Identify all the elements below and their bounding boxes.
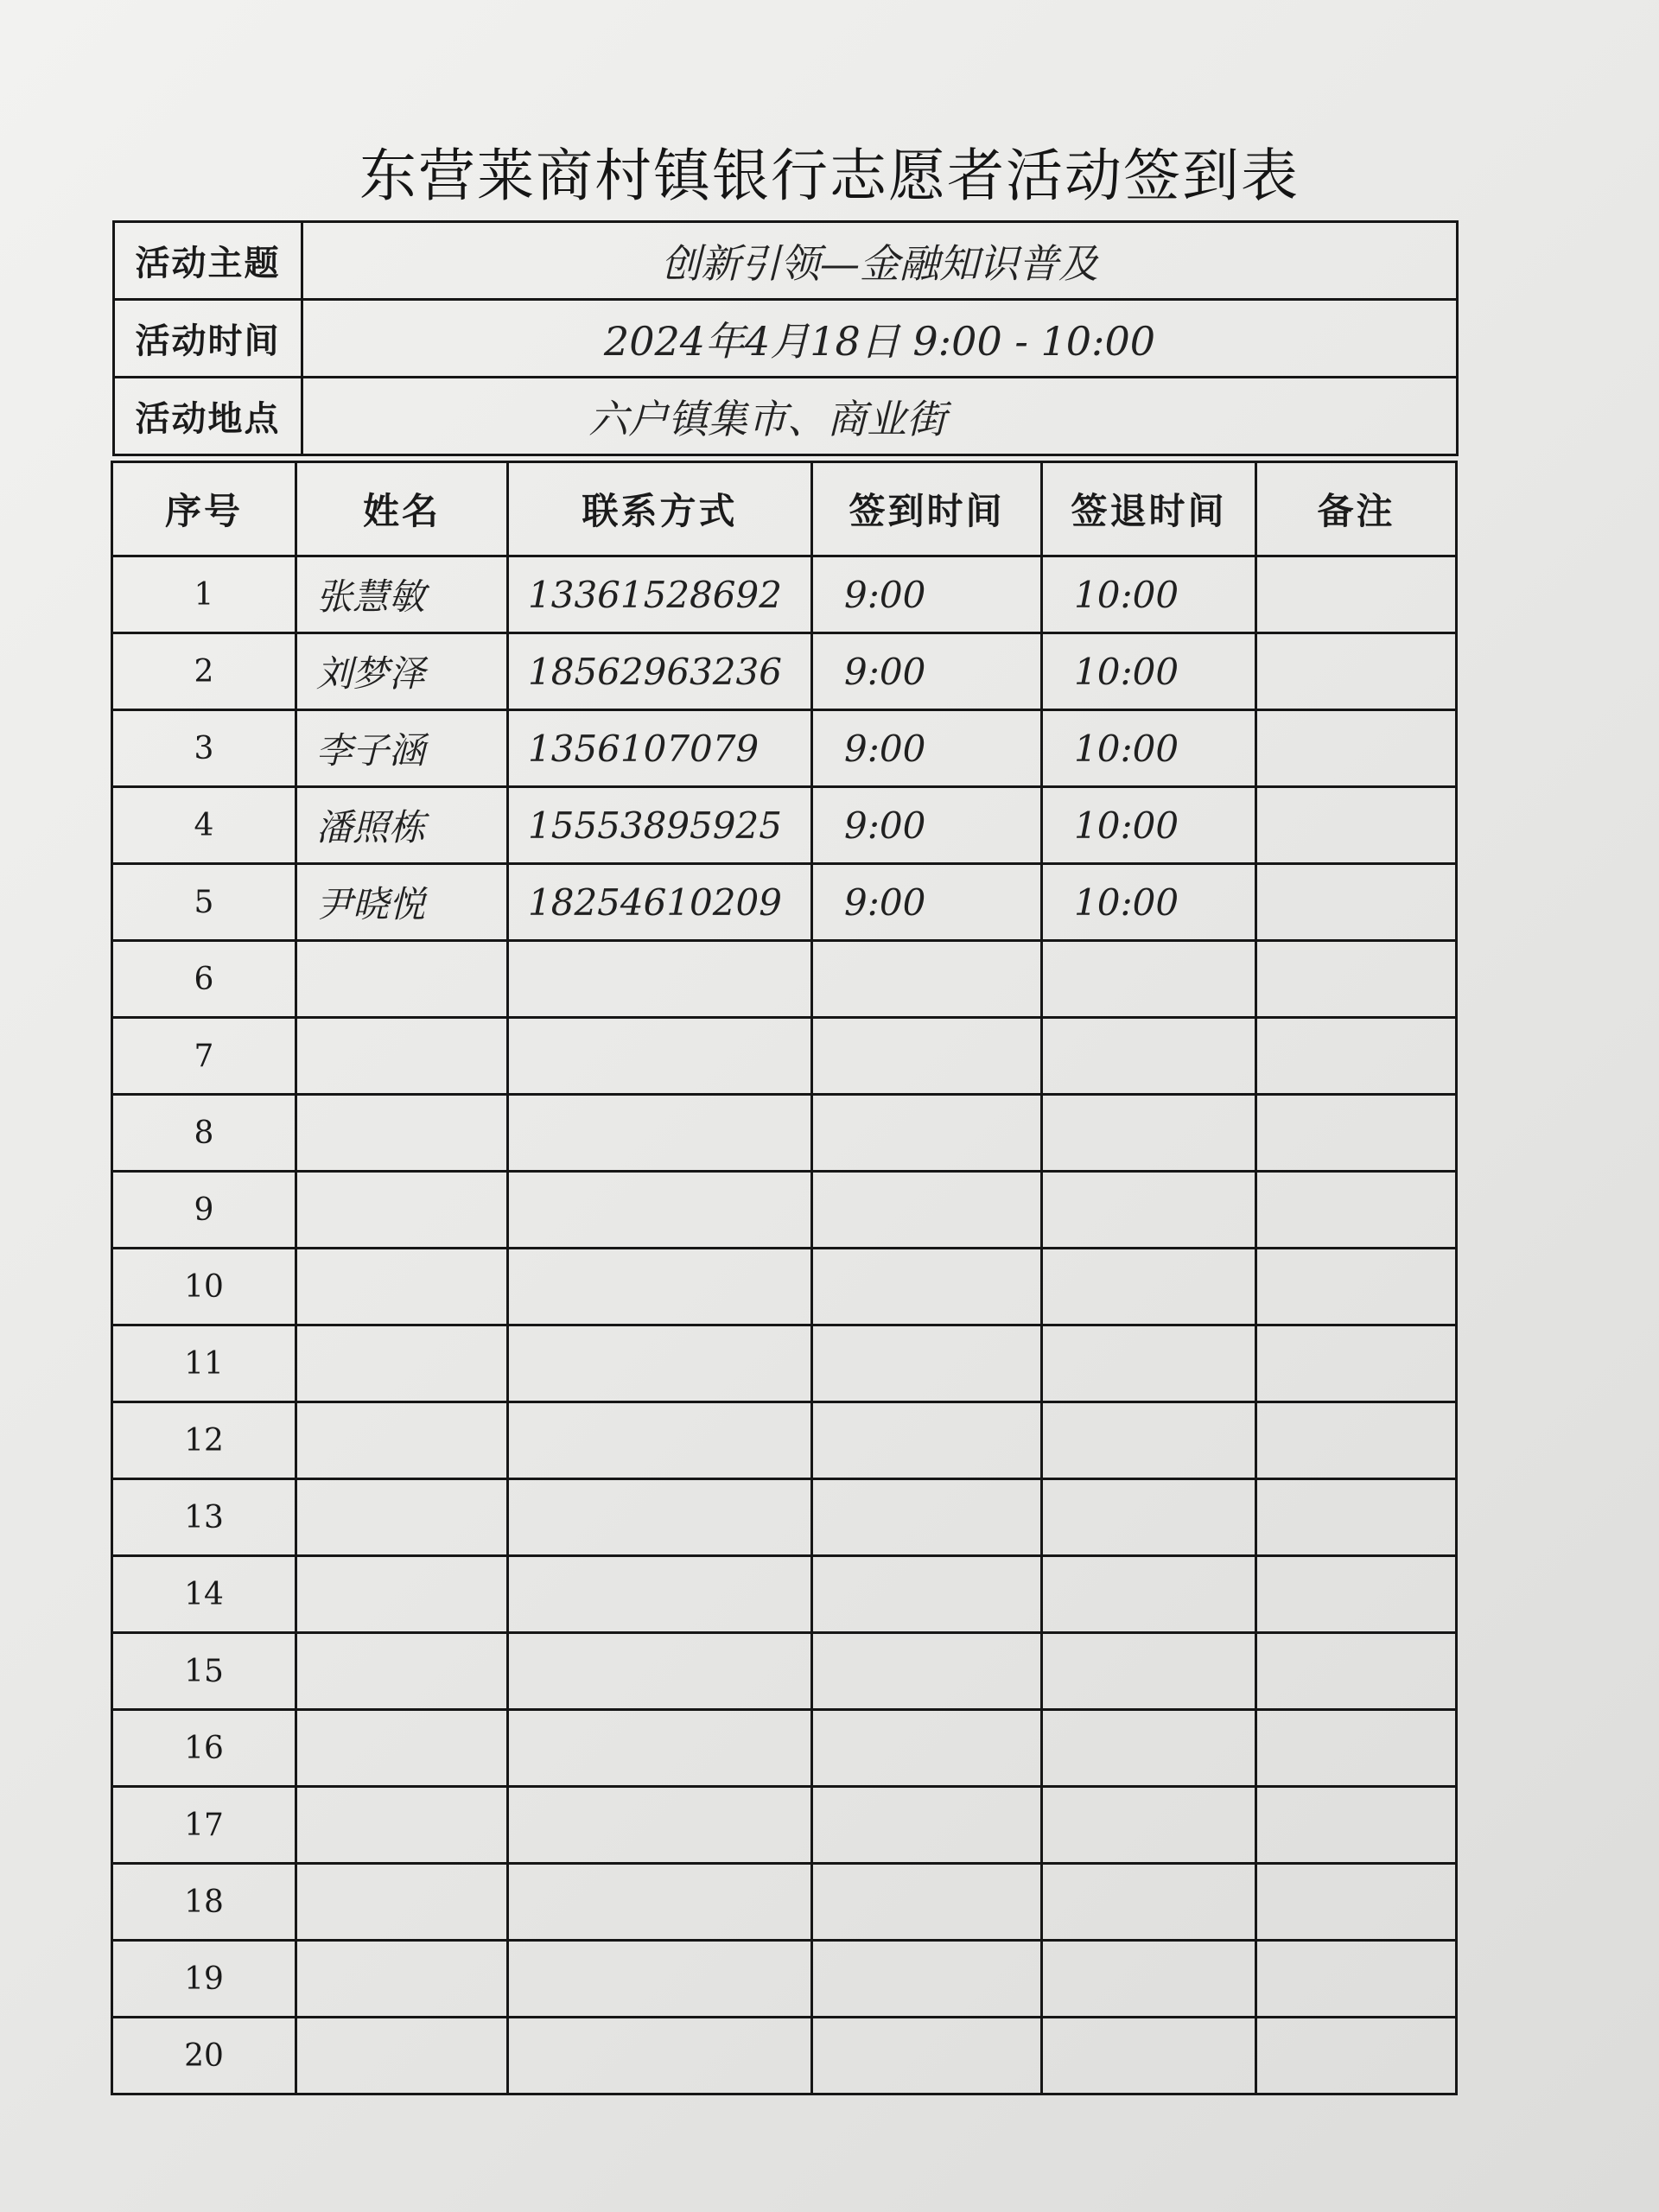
row-sign-in-time [812,2018,1042,2094]
row-sign-in-time [812,1402,1042,1479]
row-sign-out-time [1042,1249,1256,1325]
table-row [112,633,1457,710]
row-name: 李子涵 [296,710,508,787]
row-remarks [1256,556,1457,633]
row-sign-in-time: 9:00 [812,864,1042,941]
row-sign-in-time [812,1941,1042,2018]
header-index: 序号 [112,462,296,556]
info-value [302,378,1458,455]
table-row [112,1172,1457,1249]
row-name [296,941,508,1018]
row-sign-in-time [812,1325,1042,1402]
row-remarks [1256,864,1457,941]
row-index: 9 [112,1172,296,1249]
row-contact: 15553895925 [508,787,812,864]
info-value [302,300,1458,378]
row-contact [508,1479,812,1556]
table-row [112,1710,1457,1787]
row-contact [508,941,812,1018]
row-contact [508,1018,812,1095]
row-remarks [1256,1787,1457,1864]
row-index: 18 [112,1864,296,1941]
row-name [296,1018,508,1095]
row-contact [508,1633,812,1710]
row-sign-out-time: 10:00 [1042,787,1256,864]
row-remarks [1256,1710,1457,1787]
row-contact [508,1941,812,2018]
info-row-topic [114,222,1458,300]
row-sign-in-time [812,1249,1042,1325]
info-value [302,222,1458,300]
table-row [112,1787,1457,1864]
row-contact [508,1864,812,1941]
info-label: 活动主题 [114,222,302,300]
row-remarks [1256,633,1457,710]
table-row [112,1556,1457,1633]
table-row [112,556,1457,633]
row-index: 8 [112,1095,296,1172]
row-index: 15 [112,1633,296,1710]
row-sign-out-time [1042,1941,1256,2018]
table-row [112,941,1457,1018]
row-index: 11 [112,1325,296,1402]
table-row [112,1402,1457,1479]
row-name [296,1249,508,1325]
row-sign-out-time [1042,1710,1256,1787]
location-value: 六户镇集市、商业街 [588,395,946,442]
row-contact [508,1787,812,1864]
row-remarks [1256,1633,1457,1710]
table-row [112,710,1457,787]
row-contact [508,1325,812,1402]
row-name [296,2018,508,2094]
row-sign-in-time [812,1018,1042,1095]
info-row-location [114,378,1458,455]
row-remarks [1256,1556,1457,1633]
row-sign-in-time [812,1095,1042,1172]
row-sign-in-time [812,1787,1042,1864]
row-sign-in-time: 9:00 [812,633,1042,710]
table-row [112,864,1457,941]
row-sign-in-time [812,941,1042,1018]
row-remarks [1256,1249,1457,1325]
row-sign-in-time: 9:00 [812,710,1042,787]
row-contact: 18562963236 [508,633,812,710]
table-row [112,2018,1457,2094]
row-contact [508,2018,812,2094]
row-contact [508,1556,812,1633]
document-title: 东营莱商村镇银行志愿者活动签到表 [359,143,1300,209]
row-sign-out-time [1042,1556,1256,1633]
row-sign-in-time [812,1556,1042,1633]
row-sign-out-time: 10:00 [1042,633,1256,710]
row-sign-out-time: 10:00 [1042,864,1256,941]
table-row [112,1941,1457,2018]
row-name [296,1402,508,1479]
row-sign-out-time [1042,1325,1256,1402]
row-name [296,1095,508,1172]
row-remarks [1256,2018,1457,2094]
table-row [112,1325,1457,1402]
row-remarks [1256,787,1457,864]
row-sign-in-time [812,1710,1042,1787]
row-name [296,1710,508,1787]
row-remarks [1256,941,1457,1018]
activity-info-table [112,220,1459,456]
row-sign-in-time [812,1479,1042,1556]
row-remarks [1256,1095,1457,1172]
row-sign-out-time [1042,1402,1256,1479]
row-remarks [1256,1941,1457,2018]
row-index: 2 [112,633,296,710]
row-name [296,1787,508,1864]
row-sign-out-time [1042,1172,1256,1249]
row-contact: 13361528692 [508,556,812,633]
row-remarks [1256,1479,1457,1556]
info-label: 活动地点 [114,378,302,455]
row-sign-out-time [1042,941,1256,1018]
row-sign-out-time [1042,1633,1256,1710]
row-sign-in-time [812,1864,1042,1941]
table-header-row [112,462,1457,556]
topic-value: 创新引领—金融知识普及 [661,239,1098,287]
table-row [112,1249,1457,1325]
row-index: 1 [112,556,296,633]
row-sign-out-time: 10:00 [1042,556,1256,633]
row-sign-out-time [1042,1095,1256,1172]
row-remarks [1256,1172,1457,1249]
row-index: 13 [112,1479,296,1556]
row-sign-out-time [1042,1479,1256,1556]
row-sign-in-time [812,1172,1042,1249]
row-contact [508,1710,812,1787]
table-row [112,1095,1457,1172]
time-value: 2024年4月18日 9:00 - 10:00 [603,317,1156,365]
row-remarks [1256,1018,1457,1095]
row-name [296,1325,508,1402]
row-sign-in-time: 9:00 [812,787,1042,864]
table-row [112,1864,1457,1941]
row-index: 16 [112,1710,296,1787]
row-name: 刘梦泽 [296,633,508,710]
row-index: 6 [112,941,296,1018]
row-remarks [1256,1325,1457,1402]
row-sign-out-time [1042,1787,1256,1864]
header-remarks: 备注 [1256,462,1457,556]
row-contact: 18254610209 [508,864,812,941]
row-contact [508,1249,812,1325]
row-sign-out-time [1042,1018,1256,1095]
row-name: 尹晓悦 [296,864,508,941]
row-remarks [1256,710,1457,787]
row-sign-out-time [1042,2018,1256,2094]
row-sign-in-time: 9:00 [812,556,1042,633]
table-row [112,1018,1457,1095]
row-name [296,1556,508,1633]
row-index: 17 [112,1787,296,1864]
row-name [296,1633,508,1710]
row-sign-in-time [812,1633,1042,1710]
row-name: 潘照栋 [296,787,508,864]
row-index: 12 [112,1402,296,1479]
row-index: 3 [112,710,296,787]
attendance-table [111,461,1458,2095]
row-index: 5 [112,864,296,941]
row-index: 20 [112,2018,296,2094]
table-row [112,1633,1457,1710]
header-sign-out-time: 签退时间 [1042,462,1256,556]
info-label: 活动时间 [114,300,302,378]
row-sign-out-time: 10:00 [1042,710,1256,787]
row-contact [508,1172,812,1249]
row-name [296,1172,508,1249]
header-name: 姓名 [296,462,508,556]
row-index: 19 [112,1941,296,2018]
table-row [112,1479,1457,1556]
row-remarks [1256,1864,1457,1941]
row-index: 14 [112,1556,296,1633]
row-name [296,1479,508,1556]
row-remarks [1256,1402,1457,1479]
header-contact: 联系方式 [508,462,812,556]
row-contact: 1356107079 [508,710,812,787]
row-index: 4 [112,787,296,864]
row-contact [508,1095,812,1172]
row-index: 10 [112,1249,296,1325]
row-index: 7 [112,1018,296,1095]
row-name: 张慧敏 [296,556,508,633]
header-sign-in-time: 签到时间 [812,462,1042,556]
table-body [112,556,1457,2094]
table-row [112,787,1457,864]
row-sign-out-time [1042,1864,1256,1941]
row-name [296,1941,508,2018]
row-contact [508,1402,812,1479]
row-name [296,1864,508,1941]
info-row-time [114,300,1458,378]
